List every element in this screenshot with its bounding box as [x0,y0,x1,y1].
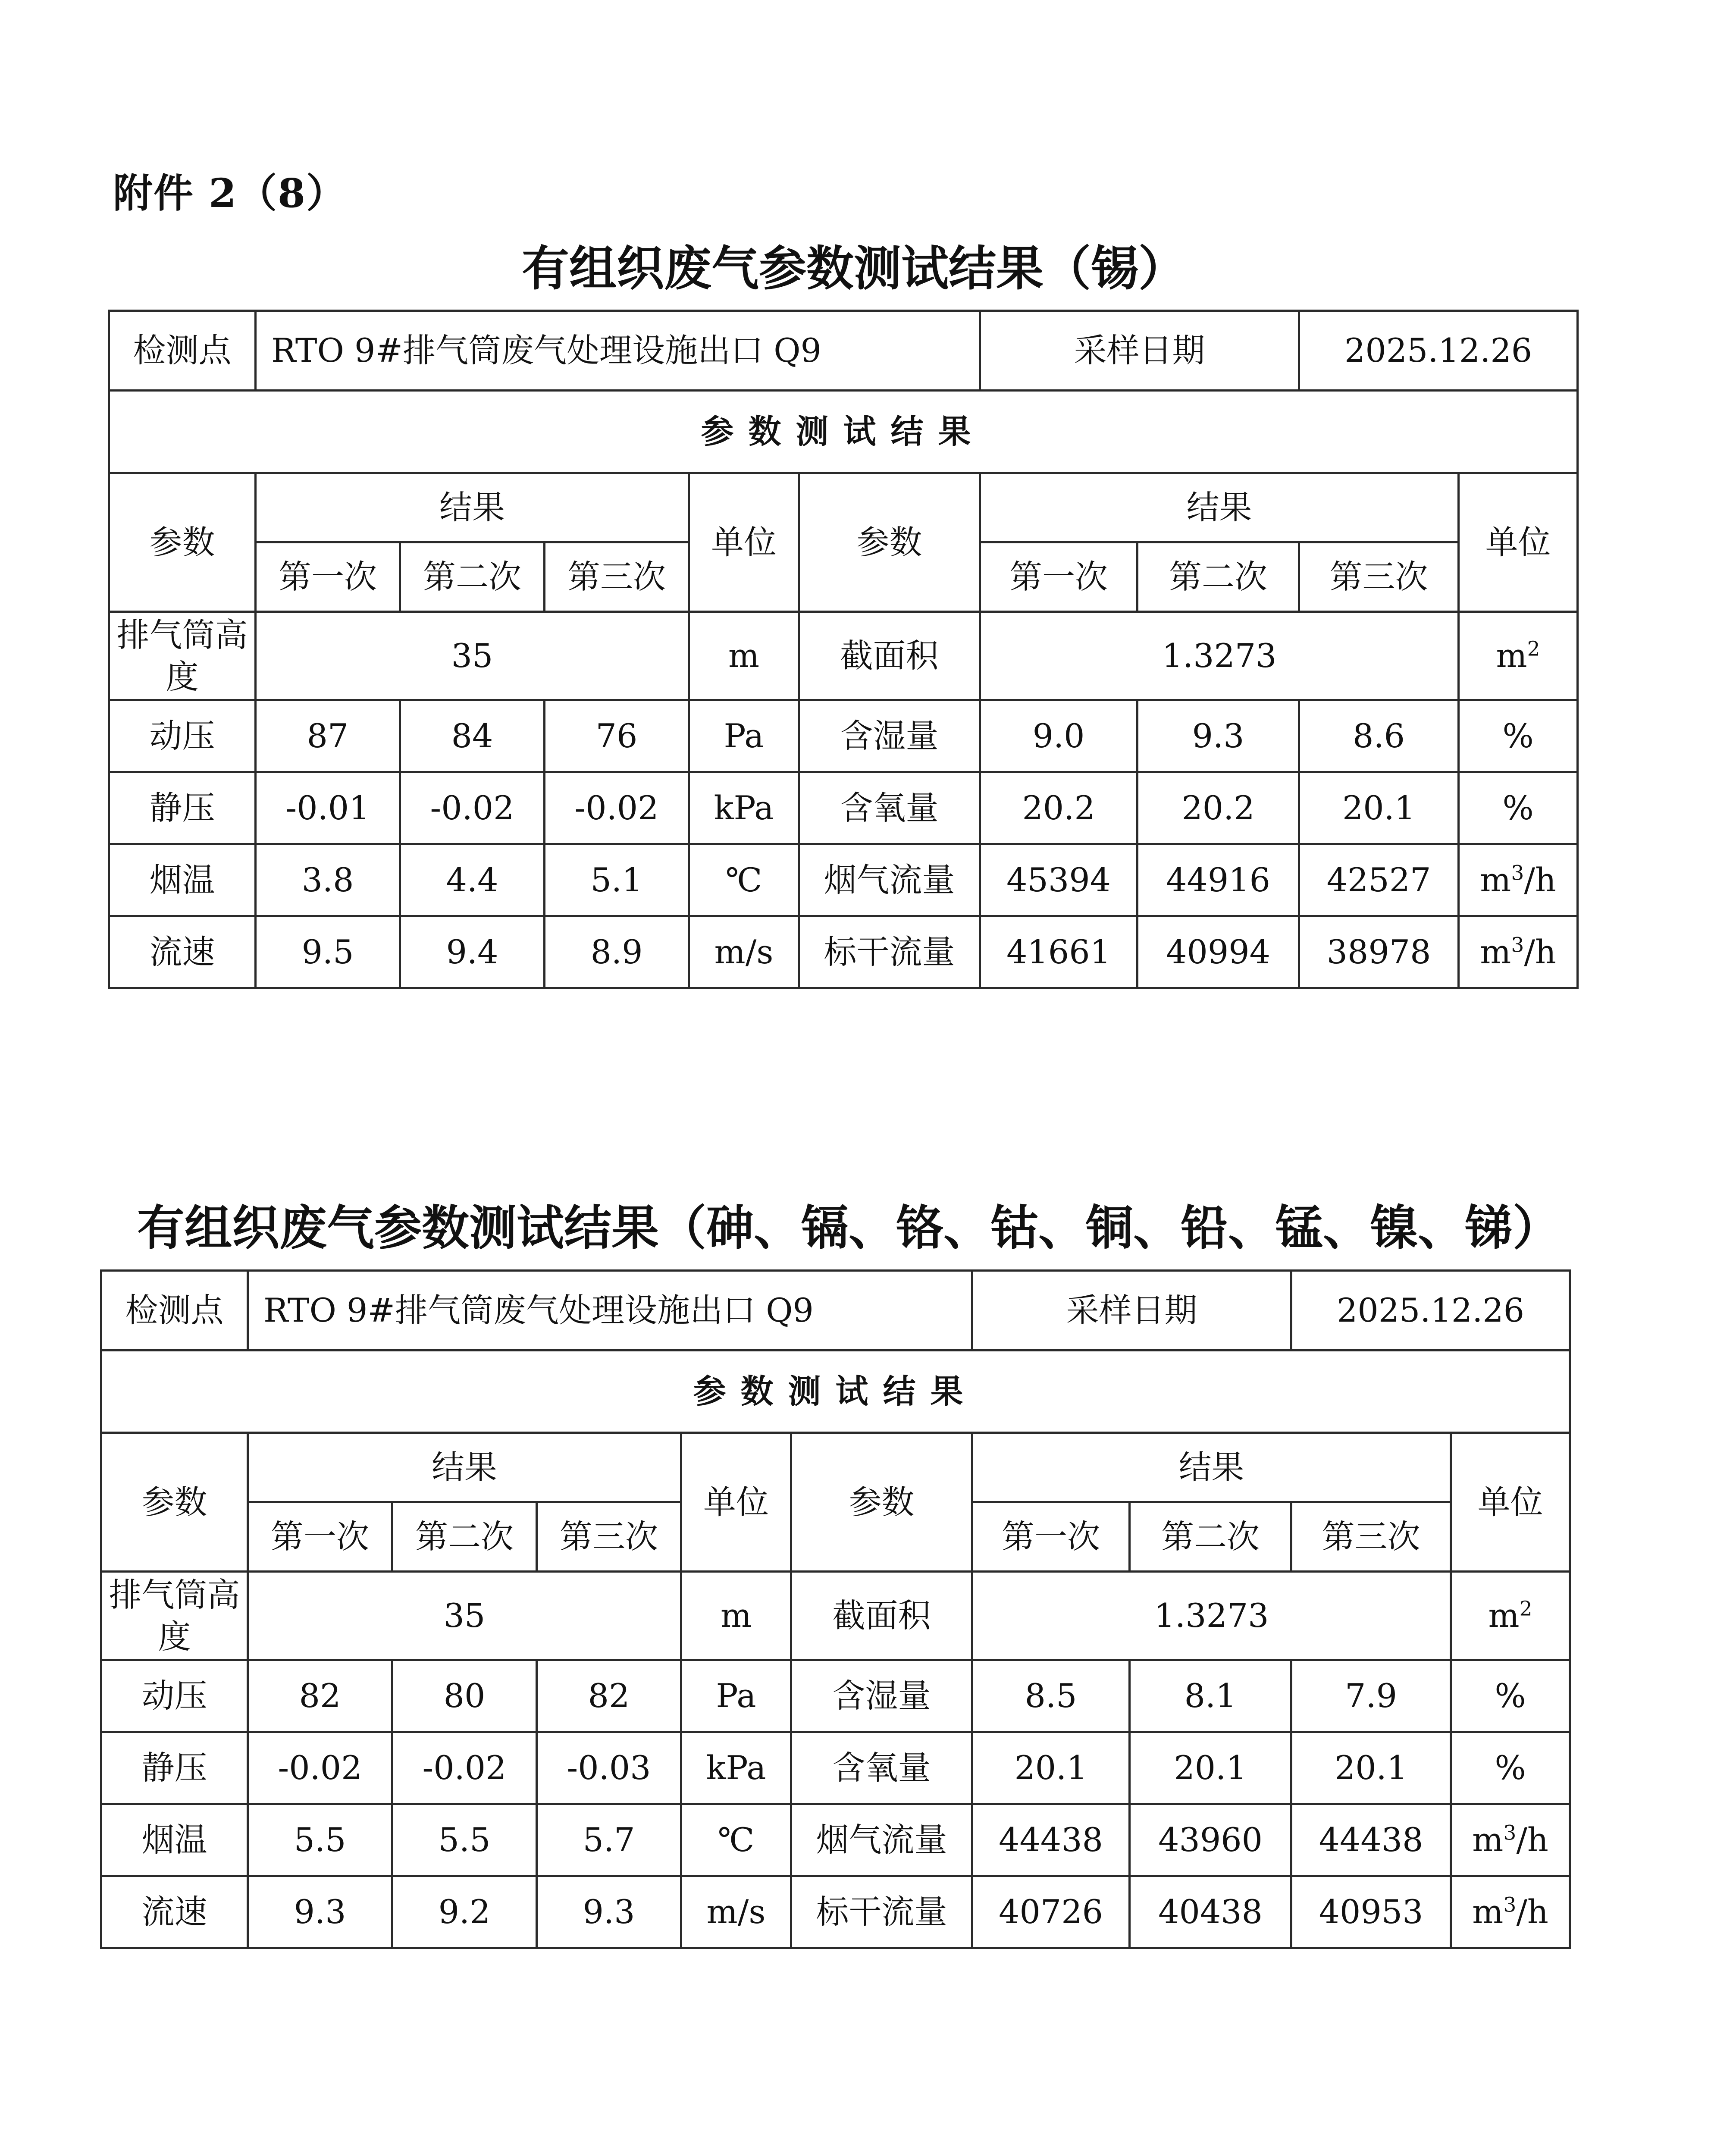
unit-cell: m [681,1572,791,1660]
value-cell: 40953 [1291,1876,1451,1948]
value-cell: 44438 [972,1804,1130,1876]
unit-cell: m [689,612,799,700]
value-cell: 43960 [1130,1804,1291,1876]
table-title-metals: 有组织废气参数测试结果（砷、镉、铬、钴、铜、铅、锰、镍、锑） [137,1200,1560,1256]
unit-suffix: /h [1516,1821,1548,1859]
value-cell: 5.7 [537,1804,681,1876]
value-cell: 84 [400,700,545,772]
unit-cell [1459,700,1578,772]
param-label: 烟温 [109,844,256,916]
unit-base: % [1502,717,1534,755]
table-row [101,1732,1570,1804]
unit-cell: m/s [681,1876,791,1948]
value-cell: 9.3 [537,1876,681,1948]
value-cell: 44916 [1138,844,1299,916]
value-cell: 9.5 [256,916,400,988]
value-cell: 44438 [1291,1804,1451,1876]
value-cell: 9.3 [248,1876,392,1948]
unit-cell: kPa [681,1732,791,1804]
param-label: 截面积 [791,1572,972,1660]
param-label: 烟温 [101,1804,248,1876]
value-cell: -0.02 [248,1732,392,1804]
unit-cell [1451,1876,1570,1948]
run-header: 第三次 [1299,542,1459,612]
unit-header: 单位 [689,473,799,612]
value-cell: 9.2 [392,1876,537,1948]
run-header: 第二次 [1138,542,1299,612]
value-cell: 8.6 [1299,700,1459,772]
run-header: 第三次 [1291,1502,1451,1572]
unit-cell [1459,916,1578,988]
value-cell: 8.9 [545,916,689,988]
value-cell: 45394 [980,844,1138,916]
run-header: 第三次 [545,542,689,612]
param-value: 1.3273 [980,612,1459,700]
table-row [101,1804,1570,1876]
run-header: 第一次 [972,1502,1130,1572]
param-label: 排气筒高度 [101,1572,248,1660]
unit-base: m [1480,861,1511,899]
param-label: 标干流量 [799,916,980,988]
param-header: 参数 [799,473,980,612]
location-label: 检测点 [109,311,256,391]
value-cell: 8.5 [972,1660,1130,1732]
sampling-date-label: 采样日期 [980,311,1299,391]
sampling-date-value: 2025.12.26 [1291,1271,1570,1351]
unit-sup: 3 [1503,1893,1517,1918]
value-cell: 76 [545,700,689,772]
param-header: 参数 [101,1433,248,1572]
unit-cell: ℃ [681,1804,791,1876]
run-header: 第一次 [980,542,1138,612]
location-value: RTO 9#排气筒废气处理设施出口 Q9 [248,1271,972,1351]
value-cell: 82 [537,1660,681,1732]
value-cell: 9.3 [1138,700,1299,772]
value-cell: 20.1 [1291,1732,1451,1804]
value-cell: -0.02 [392,1732,537,1804]
value-cell: 7.9 [1291,1660,1451,1732]
param-value: 35 [248,1572,681,1660]
value-cell: 20.1 [972,1732,1130,1804]
sampling-date-label: 采样日期 [972,1271,1291,1351]
param-label: 排气筒高度 [109,612,256,700]
value-cell: 40726 [972,1876,1130,1948]
result-header: 结果 [972,1433,1451,1502]
section-header: 参数测试结果 [109,391,1578,473]
unit-base: m [1480,933,1511,971]
value-cell: 20.2 [1138,772,1299,844]
value-cell: 8.1 [1130,1660,1291,1732]
param-label: 含氧量 [799,772,980,844]
param-label: 静压 [109,772,256,844]
param-header: 参数 [109,473,256,612]
sampling-date-value: 2025.12.26 [1299,311,1578,391]
run-header: 第三次 [537,1502,681,1572]
value-cell: 5.5 [392,1804,537,1876]
unit-base: m [1472,1821,1504,1859]
value-cell: 9.4 [400,916,545,988]
value-cell: 40994 [1138,916,1299,988]
result-header: 结果 [248,1433,681,1502]
unit-cell [1459,772,1578,844]
unit-suffix: /h [1516,1893,1548,1931]
value-cell: 9.0 [980,700,1138,772]
value-cell: 4.4 [400,844,545,916]
unit-suffix: /h [1524,861,1556,899]
param-label: 烟气流量 [791,1804,972,1876]
unit-cell: Pa [689,700,799,772]
unit-sup: 3 [1511,862,1524,886]
value-cell: 20.1 [1299,772,1459,844]
param-label: 动压 [109,700,256,772]
value-cell: -0.02 [545,772,689,844]
param-value: 1.3273 [972,1572,1451,1660]
value-cell: -0.01 [256,772,400,844]
value-cell: 38978 [1299,916,1459,988]
unit-cell [1451,1572,1570,1660]
unit-sup: 3 [1511,934,1524,958]
value-cell: 5.5 [248,1804,392,1876]
param-label: 流速 [101,1876,248,1948]
table-row [101,1660,1570,1732]
unit-base: m [1496,636,1527,675]
unit-header: 单位 [681,1433,791,1572]
unit-cell [1451,1660,1570,1732]
unit-cell: kPa [689,772,799,844]
unit-cell [1459,612,1578,700]
param-label: 含湿量 [799,700,980,772]
run-header: 第二次 [400,542,545,612]
unit-cell [1459,844,1578,916]
unit-sup: 3 [1503,1821,1517,1846]
param-label: 标干流量 [791,1876,972,1948]
run-header: 第一次 [248,1502,392,1572]
value-cell: 87 [256,700,400,772]
unit-cell: Pa [681,1660,791,1732]
unit-cell [1451,1732,1570,1804]
unit-suffix: /h [1524,933,1556,971]
param-value: 35 [256,612,689,700]
unit-base: % [1502,789,1534,827]
param-label: 静压 [101,1732,248,1804]
parameter-table-tin [108,310,1579,989]
value-cell: 82 [248,1660,392,1732]
result-header: 结果 [256,473,689,542]
param-label: 截面积 [799,612,980,700]
value-cell: -0.03 [537,1732,681,1804]
table-row [101,1876,1570,1948]
value-cell: -0.02 [400,772,545,844]
run-header: 第二次 [392,1502,537,1572]
unit-sup: 2 [1527,637,1540,661]
run-header: 第一次 [256,542,400,612]
param-label: 含氧量 [791,1732,972,1804]
value-cell: 3.8 [256,844,400,916]
value-cell: 20.2 [980,772,1138,844]
unit-cell: m/s [689,916,799,988]
value-cell: 42527 [1299,844,1459,916]
location-value: RTO 9#排气筒废气处理设施出口 Q9 [256,311,980,391]
table-title-tin: 有组织废气参数测试结果（锡） [522,241,1186,296]
param-label: 含湿量 [791,1660,972,1732]
value-cell: 40438 [1130,1876,1291,1948]
value-cell: 41661 [980,916,1138,988]
section-header: 参数测试结果 [101,1351,1570,1433]
param-header: 参数 [791,1433,972,1572]
unit-header: 单位 [1451,1433,1570,1572]
parameter-table-metals [100,1269,1571,1949]
unit-base: m [1488,1596,1520,1635]
value-cell: 20.1 [1130,1732,1291,1804]
param-label: 动压 [101,1660,248,1732]
unit-base: % [1495,1677,1526,1715]
param-label: 烟气流量 [799,844,980,916]
unit-base: % [1495,1749,1526,1787]
value-cell: 80 [392,1660,537,1732]
run-header: 第二次 [1130,1502,1291,1572]
location-label: 检测点 [101,1271,248,1351]
param-label: 流速 [109,916,256,988]
table-row [109,772,1578,844]
unit-base: m [1472,1893,1504,1931]
table-row [109,844,1578,916]
table-row [109,700,1578,772]
unit-header: 单位 [1459,473,1578,612]
page-label: 附件 2（8） [113,170,347,216]
unit-cell [1451,1804,1570,1876]
value-cell: 5.1 [545,844,689,916]
result-header: 结果 [980,473,1459,542]
table-row [109,916,1578,988]
unit-sup: 2 [1519,1597,1532,1621]
unit-cell: ℃ [689,844,799,916]
